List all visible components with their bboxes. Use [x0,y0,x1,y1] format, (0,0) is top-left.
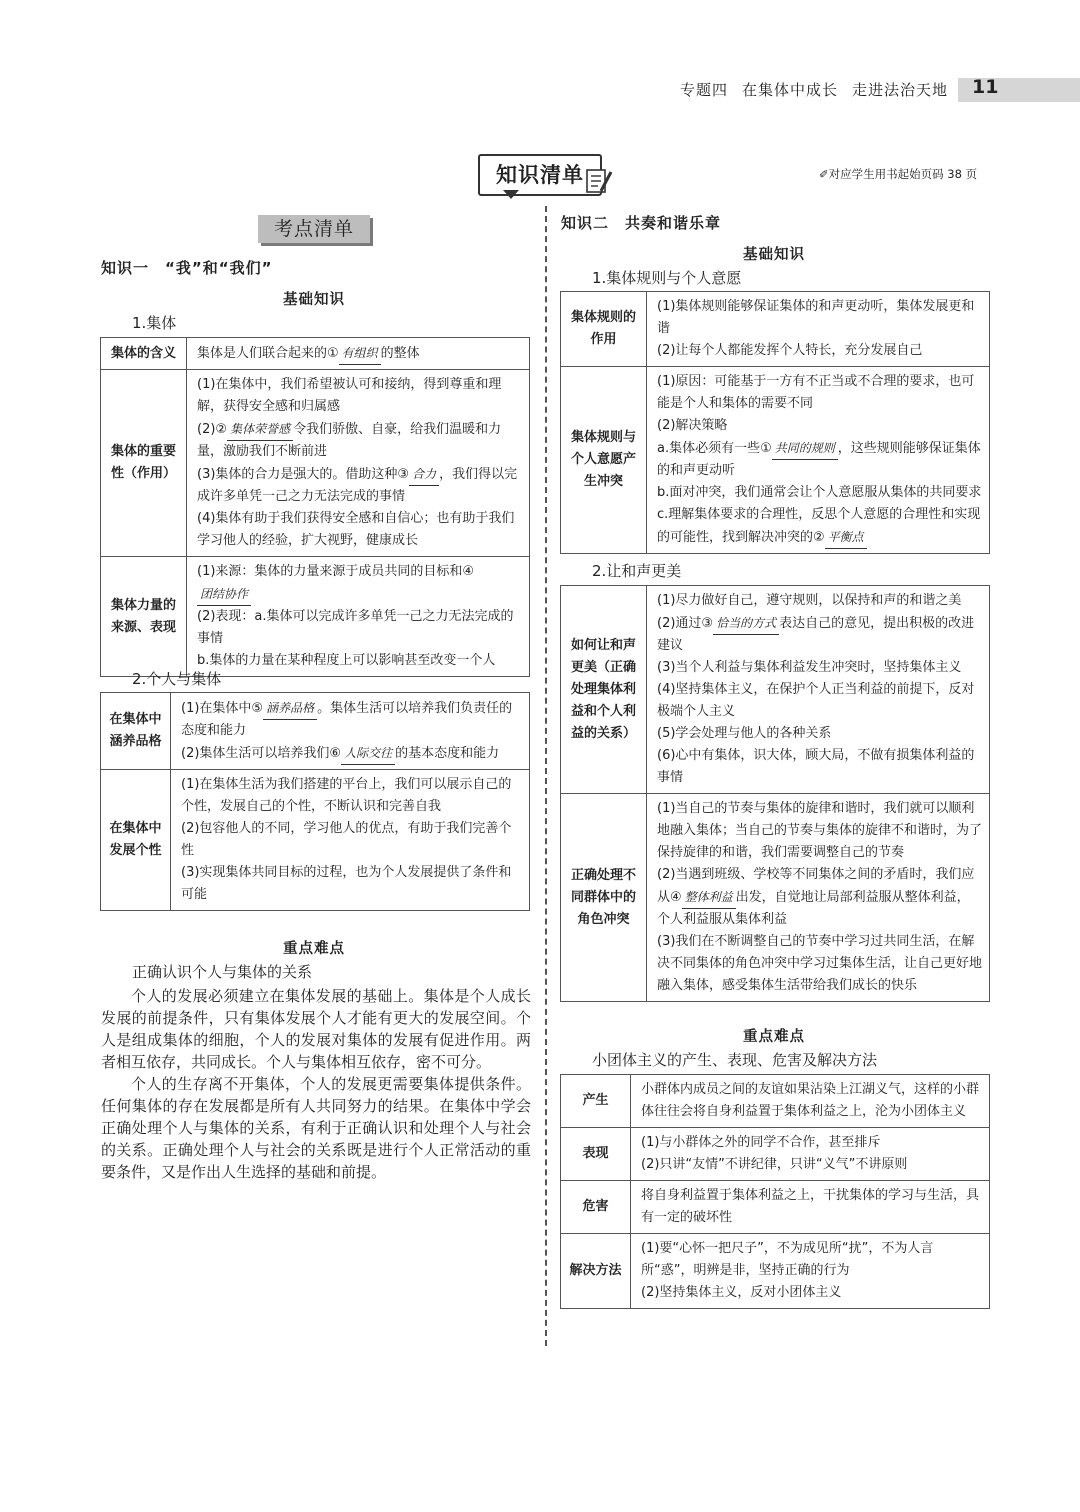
notebook-pen-icon [584,164,614,196]
row-label: 危害 [561,1181,631,1234]
line-text: (2)② [197,422,228,437]
line-text: c.理解集体要求的合理性，反思个人意愿的合理性和实现的可能性，找到解决冲突的② [657,507,981,545]
line-text: ，我们得以完成许多单凭一己之力无法完成的事情 [197,467,518,504]
content-line [641,1185,982,1229]
line-text: (6)心中有集体，识大体，顾大局，不做有损集体利益的事情 [657,748,975,785]
row-label: 集体规则的作用 [561,292,647,367]
row-label: 集体规则与个人意愿产生冲突 [561,367,647,554]
row-label: 解决方法 [561,1234,631,1309]
row-content [187,557,530,677]
fill-blank-answer: 恰当的方式 [713,612,779,635]
key-heading: 重点难点 [743,1029,805,1045]
line-text: (2)通过③ [657,616,714,631]
line-text: (1)原因：可能基于一方有不正当或不合理的要求，也可能是个人和集体的需要不同 [657,374,975,411]
content-line [197,606,522,650]
line-text: (1)尽力做好自己，遵守规则，以保持和声的和谐之美 [657,593,962,608]
content-line [181,697,522,742]
header-subchapter: 走进法治天地 [851,81,948,99]
knowledge-title: 知识二 共奏和谐乐章 [561,214,722,232]
table-row [561,1075,990,1128]
content-line [197,374,522,418]
fill-blank-answer: 有组织 [339,342,381,365]
row-label: 产生 [561,1075,631,1128]
content-line [657,723,982,745]
row-label: 如何让和声更美（正确处理集体利益和个人利益的关系） [561,586,647,794]
fill-blank-answer: 涵养品格 [263,697,317,720]
table-row [561,292,990,367]
key-heading: 重点难点 [283,941,345,957]
row-content [631,1234,990,1309]
line-text: 出发，自觉地让局部利益服从整体利益，个人利益服从集体利益 [657,890,970,927]
line-text: (1)要“心怀一把尺子”，不为成见所“扰”，不为人言所“惑”，明辨是非，坚持正确的行为 [641,1241,934,1278]
table-row [561,794,990,1002]
row-content [187,370,530,557]
content-line [197,463,522,508]
row-content [647,367,990,554]
subsection-title: 1.集体规则与个人意愿 [592,269,742,287]
paragraph: 个人的生存离不开集体，个人的发展更需要集体提供条件。任何集体的存在发展都是所有人共同努力的结果。在集体中学会正确处理个人与集体的关系，有利于正确认识和处理个人与社会的关系。正确处理个人与社会的关系既是进行个人正常活动的重要条件，又是作出人生选择的基础和前提。 [101,1075,531,1181]
line-text: (1)集体规则能够保证集体的和声更动听，集体发展更和谐 [657,299,975,336]
content-line [641,1282,982,1304]
content-line [657,864,982,931]
row-label: 在集体中涵养品格 [101,693,171,770]
subsection-title: 2.让和声更美 [592,562,682,580]
row-content [171,770,530,911]
knowledge-title: 知识一 “我”和“我们” [101,259,273,277]
fill-blank-answer: 人际交往 [341,742,395,765]
fill-blank-answer: 平衡点 [825,526,867,549]
table-row [101,693,530,770]
rules-wishes-table [560,291,990,554]
subsection-title: 1.集体 [132,314,177,332]
line-text: (3)集体的合力是强大的。借助这种③ [197,467,410,482]
line-text: (2)集体生活可以培养我们⑥ [181,746,342,761]
header-chapter: 在集体中成长 [741,81,838,99]
section-banner: 知识清单 [478,154,602,196]
line-text: (1)来源：集体的力量来源于成员共同的目标和④ [197,564,475,579]
table-row [561,1128,990,1181]
content-line [657,612,982,657]
table-row [101,370,530,557]
content-line [641,1238,982,1282]
basic-heading: 基础知识 [743,247,805,263]
line-text: b.面对冲突，我们通常会让个人意愿服从集体的共同要求 [657,485,982,500]
row-content [647,586,990,794]
line-text: (5)学会处理与他人的各种关系 [657,726,832,741]
line-text: 将自身利益置于集体利益之上，干扰集体的学习与生活，具有一定的破坏性 [641,1188,980,1225]
fill-blank-answer: 共同的规则 [772,437,838,460]
key-subtitle: 正确认识个人与集体的关系 [132,963,313,981]
harmony-table [560,585,990,1002]
section-tag: 考点清单 [258,215,370,243]
banner-pointer [503,190,519,199]
row-content [171,693,530,770]
content-line [657,590,982,612]
content-line [641,1079,982,1123]
content-line [657,657,982,679]
content-line [657,482,982,504]
collective-table [100,337,530,677]
content-line [197,561,522,606]
line-text: (1)在集体生活为我们搭建的平台上，我们可以展示自己的个性，发展自己的个性，不断认识和完善自我 [181,777,512,814]
content-line [657,679,982,723]
line-text: (1)当自己的节奏与集体的旋律和谐时，我们就可以顺利地融入集体；当自己的节奏与集体的旋律不和谐时，为了保持旋律的和谐，我们需要调整自己的节奏 [657,801,983,860]
individual-collective-table [100,692,530,911]
line-text: b.集体的力量在某种程度上可以影响甚至改变一个人 [197,653,496,668]
line-text: 令我们骄傲、自豪，给我们温暖和力量，激励我们不断前进 [197,422,502,459]
content-line [657,371,982,415]
row-content [631,1181,990,1234]
line-text: (1)与小群体之外的同学不合作，甚至排斥 [641,1135,881,1150]
table-row [561,586,990,794]
line-text: 集体是人们联合起来的① [197,346,339,361]
paragraph: 个人的发展必须建立在集体发展的基础上。集体是个人成长发展的前提条件，只有集体发展个人才能有更大的发展空间。个人是组成集体的细胞，个人的发展对集体的发展有促进作用。两者相互依存，共同成长。个人与集体相互依存，密不可分。 [101,987,531,1071]
reference-note: ✐对应学生用书起始页码 38 页 [819,167,978,181]
small-group-table [560,1074,990,1309]
line-text: (3)实现集体共同目标的过程，也为个人发展提供了条件和可能 [181,865,512,902]
fill-blank-answer: 集体荣誉感 [227,418,293,441]
content-line [657,745,982,789]
content-line [181,862,522,906]
line-text: (2)让每个人都能发挥个人特长，充分发展自己 [657,343,923,358]
content-line [657,296,982,340]
line-text: (2)坚持集体主义，反对小团体主义 [641,1285,842,1300]
line-text: 的整体 [380,346,420,361]
content-line [657,798,982,864]
line-text: a.集体必须有一些① [657,441,772,456]
content-line [657,931,982,997]
line-text: (2)只讲“友情”不讲纪律，只讲“义气”不讲原则 [641,1157,908,1172]
content-line [657,437,982,482]
line-text: (4)集体有助于我们获得安全感和自信心；也有助于我们学习他人的经验，扩大视野，健康成长 [197,511,515,548]
key-subtitle: 小团体主义的产生、表现、危害及解决方法 [592,1051,878,1069]
content-line [197,508,522,552]
table-row [101,557,530,677]
row-label: 在集体中发展个性 [101,770,171,911]
key-body [101,985,531,1183]
table-row [561,367,990,554]
content-line [181,818,522,862]
line-text: (2)包容他人的不同，学习他人的优点，有助于我们完善个性 [181,821,512,858]
row-content [631,1075,990,1128]
column-divider [545,206,547,1346]
row-label: 集体的重要性（作用） [101,370,187,557]
line-text: (1)在集体中，我们希望被认可和接纳，得到尊重和理解，获得安全感和归属感 [197,377,502,414]
subsection-title: 2.个人与集体 [132,670,222,688]
content-line [657,504,982,549]
header-topic: 专题四 [679,81,728,99]
row-label: 正确处理不同群体中的角色冲突 [561,794,647,1002]
content-line [641,1132,982,1154]
line-text: (4)坚持集体主义，在保护个人正当利益的前提下，反对极端个人主义 [657,682,975,719]
content-line [197,342,522,365]
content-line [657,340,982,362]
fill-blank-answer: 团结协作 [197,583,251,606]
content-line [181,742,522,765]
basic-heading: 基础知识 [283,292,345,308]
line-text: (1)在集体中⑤ [181,701,264,716]
row-content [187,338,530,370]
table-row [561,1181,990,1234]
line-text: (3)当个人利益与集体利益发生冲突时，坚持集体主义 [657,660,962,675]
row-content [647,292,990,367]
row-label: 集体的含义 [101,338,187,370]
row-content [631,1128,990,1181]
table-row [101,770,530,911]
line-text: 的基本态度和能力 [395,746,500,761]
line-text: 小群体内成员之间的友谊如果沾染上江湖义气，这样的小群体往往会将自身利益置于集体利益之上，沦为小团体主义 [641,1082,980,1119]
table-row [561,1234,990,1309]
table-row [101,338,530,370]
content-line [641,1154,982,1176]
line-text: (2)表现：a.集体可以完成许多单凭一己之力无法完成的事情 [197,609,514,646]
line-text: 表达自己的意见，提出积极的改进建议 [657,616,975,653]
page-number: 11 [972,76,999,98]
fill-blank-answer: 整体利益 [682,886,736,909]
row-label: 集体力量的来源、表现 [101,557,187,677]
content-line [197,650,522,672]
row-label: 表现 [561,1128,631,1181]
row-content [647,794,990,1002]
content-line [181,774,522,818]
fill-blank-answer: 合力 [409,463,439,486]
line-text: ，这些规则能够保证集体的和声更动听 [657,441,981,478]
content-line [197,418,522,463]
line-text: (2)当遇到班级、学校等不同集体之间的矛盾时，我们应从④ [657,867,975,905]
running-header [666,79,948,100]
content-line [657,415,982,437]
line-text: (3)我们在不断调整自己的节奏中学习过共同生活，在解决不同集体的角色冲突中学习过集体生活，让自己更好地融入集体，感受集体生活带给我们成长的快乐 [657,934,983,993]
line-text: (2)解决策略 [657,418,728,433]
line-text: 。集体生活可以培养我们负责任的态度和能力 [181,701,513,738]
